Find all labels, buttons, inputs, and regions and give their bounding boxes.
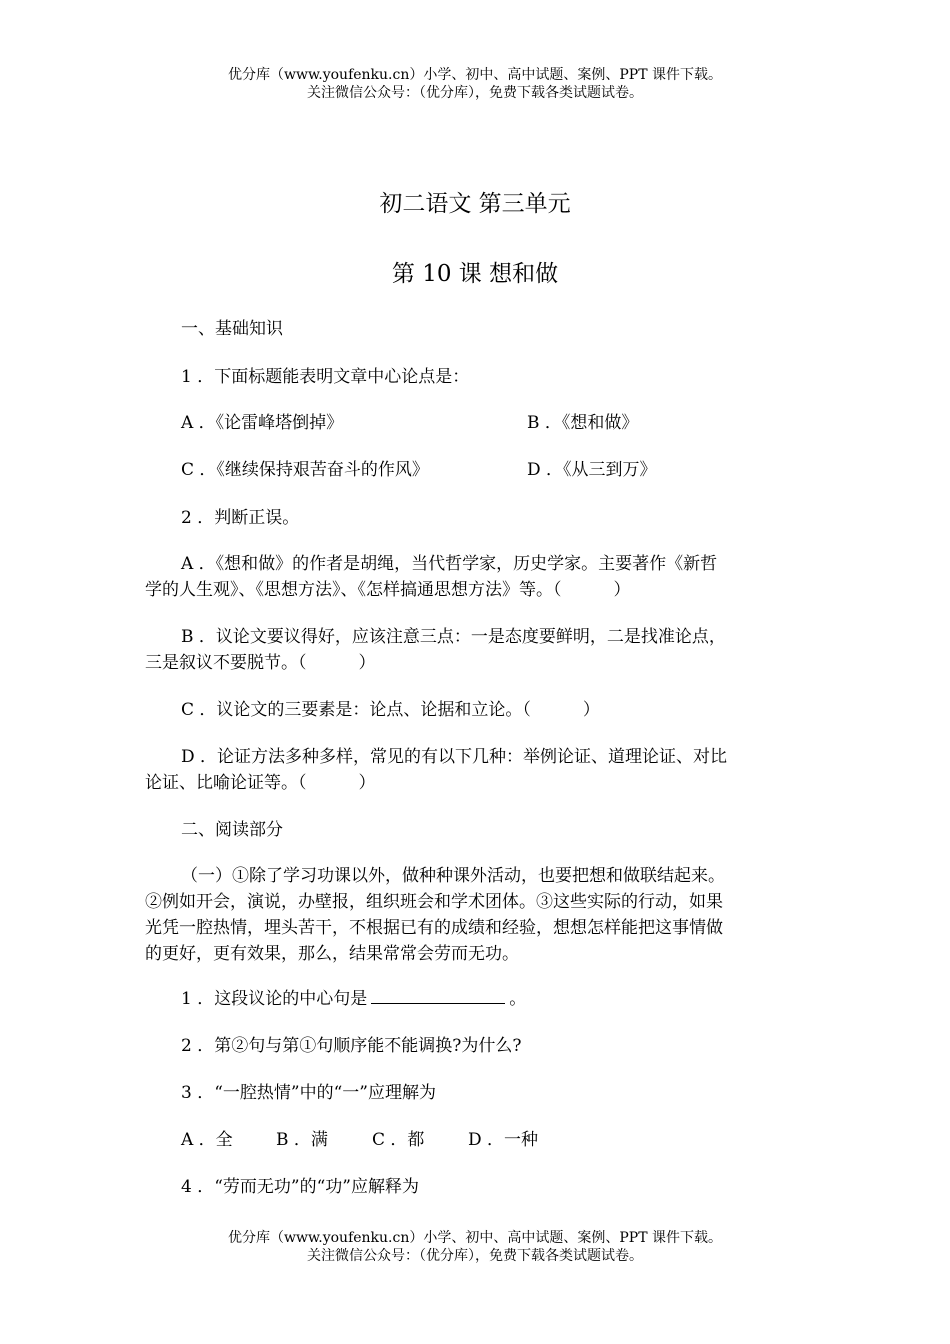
page-footer xyxy=(0,1229,950,1265)
passage-line-3: 光凭一腔热情，埋头苦干，不根据已有的成绩和经验，想想怎样能把这事情做 xyxy=(145,918,723,938)
s2-q3-option-d: D ．一种 xyxy=(468,1130,539,1150)
q1-option-c: C ．《继续保持艰苦奋斗的作风》 xyxy=(181,460,429,480)
s2-q2: 2 ．第②句与第①句顺序能不能调换?为什么? xyxy=(181,1036,522,1056)
passage-line-2: ②例如开会，演说，办壁报，组织班会和学术团体。③这些实际的行动，如果 xyxy=(145,892,723,912)
q1-text: 1 ．下面标题能表明文章中心论点是： xyxy=(181,367,470,387)
close-paren: ） xyxy=(613,580,631,600)
q2-a-line-2 xyxy=(145,577,810,603)
q2-c-line xyxy=(181,697,846,723)
q2-d-text: 论证、比喻论证等。（ xyxy=(145,773,307,793)
s2-q1-end: 。 xyxy=(509,989,527,1009)
header-line-1: 优分库（www.youfenku.cn）小学、初中、高中试题、案例、PPT 课件下载。 xyxy=(227,67,722,83)
s2-q1 xyxy=(181,986,846,1012)
q2-b-line-1: B ．议论文要议得好，应该注意三点：一是态度要鲜明，二是找准论点， xyxy=(181,627,726,647)
s2-q3-option-c: C ．都 xyxy=(372,1130,425,1150)
passage-line-1: （一）①除了学习功课以外，做种种课外活动，也要把想和做联结起来。 xyxy=(181,866,725,886)
page-header xyxy=(0,66,950,102)
s2-q4: 4 ．“劳而无功”的“功”应解释为 xyxy=(181,1177,419,1197)
lesson-title: 第 10 课 想和做 xyxy=(391,261,559,287)
q1-option-a: A ．《论雷峰塔倒掉》 xyxy=(181,413,344,433)
q2-b-text: 三是叙议不要脱节。（ xyxy=(145,653,307,673)
q2-b-line-2 xyxy=(145,650,810,676)
q2-text: 2 ．判断正误。 xyxy=(181,508,300,528)
unit-title: 初二语文 第三单元 xyxy=(379,191,571,217)
s2-q1-answer-blank[interactable] xyxy=(371,987,505,1004)
q1-option-b: B ．《想和做》 xyxy=(527,413,639,433)
close-paren: ） xyxy=(582,700,600,720)
footer-line-1: 优分库（www.youfenku.cn）小学、初中、高中试题、案例、PPT 课件下载。 xyxy=(227,1230,722,1246)
close-paren: ） xyxy=(358,653,376,673)
s2-q3-option-b: B ．满 xyxy=(276,1130,328,1150)
close-paren: ） xyxy=(358,773,376,793)
passage-line-4: 的更好，更有效果，那么，结果常常会劳而无功。 xyxy=(145,944,519,964)
s2-q1-text: 1 ．这段议论的中心句是 xyxy=(181,989,368,1009)
section-1-heading: 一、基础知识 xyxy=(181,319,283,339)
q2-c-text: C ．议论文的三要素是：论点、论据和立论。（ xyxy=(181,700,531,720)
section-2-heading: 二、阅读部分 xyxy=(181,820,283,840)
header-line-2: 关注微信公众号：（优分库），免费下载各类试题试卷。 xyxy=(307,85,643,101)
q2-a-text: 学的人生观》、《思想方法》、《怎样搞通思想方法》等。（ xyxy=(145,580,562,600)
s2-q3-options xyxy=(181,1127,846,1153)
q2-d-line-1: D ．论证方法多种多样，常见的有以下几种：举例论证、道理论证、对比 xyxy=(181,747,728,767)
footer-line-2: 关注微信公众号：（优分库），免费下载各类试题试卷。 xyxy=(307,1248,643,1264)
q1-option-d: D ．《从三到万》 xyxy=(527,460,657,480)
s2-q3-option-a: A ．全 xyxy=(181,1130,233,1150)
q2-d-line-2 xyxy=(145,770,810,796)
q2-a-line-1: A ．《想和做》的作者是胡绳，当代哲学家，历史学家。主要著作《新哲 xyxy=(181,554,718,574)
s2-q3: 3 ．“一腔热情”中的“一”应理解为 xyxy=(181,1083,436,1103)
